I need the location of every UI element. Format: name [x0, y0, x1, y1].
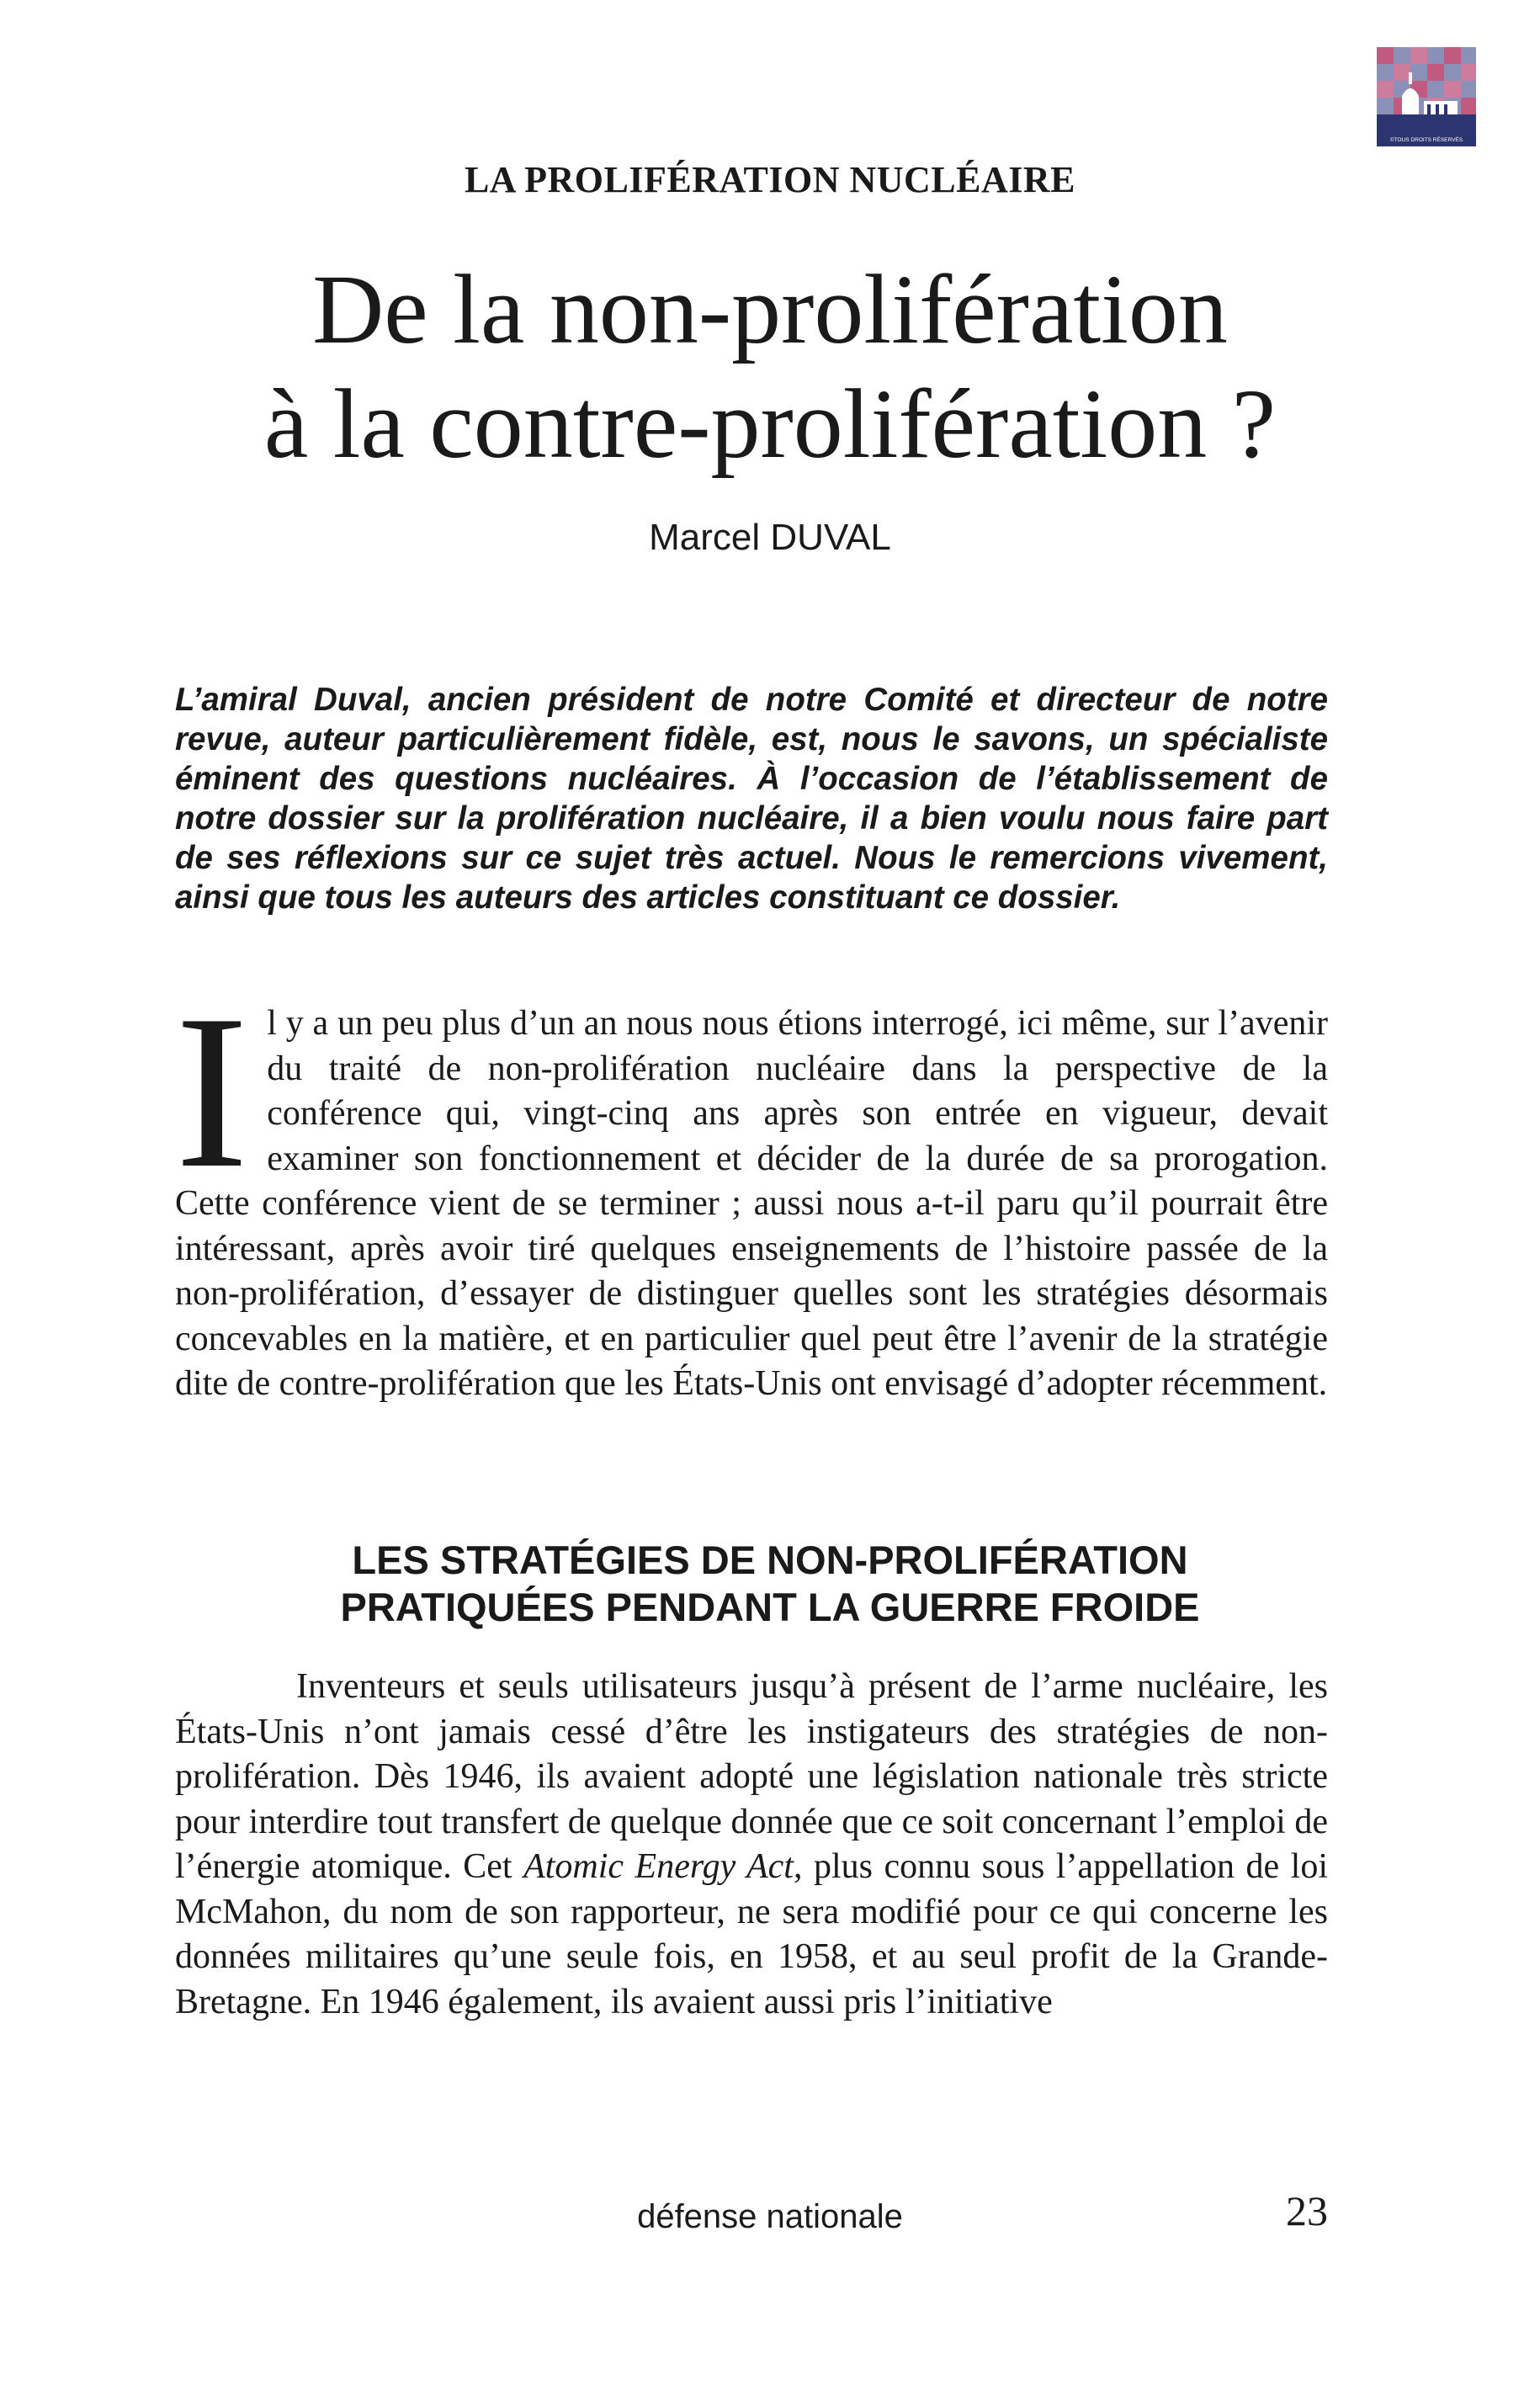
page-number: 23	[1286, 2187, 1328, 2234]
section-kicker: LA PROLIFÉRATION NUCLÉAIRE	[464, 159, 1076, 200]
body-text-part-1: Inventeurs et seuls utilisateurs jusqu’à présent de l’arme nucléaire, les États-Unis n’ont jamais cessé d’être les instigateurs des stratégies de non-prolifération. Dès 1946, ils avaient adopté une législation nationale très stricte pour interdire tout transfert de quelque donnée que ce soit concernant l’emploi de l’énergie atomique. Cet	[175, 1667, 1328, 1886]
drop-cap: I	[175, 969, 249, 1214]
footer-publication: défense nationale	[637, 2198, 903, 2235]
body-text-part-2: , plus connu sous l’appellation de loi McMahon, du nom de son rapporteur, ne sera modifié pour ce qui concerne les données militaires qu’une seule fois, en 1958, et au seul profit de la Grande-Bretagne. En 1946 également, ils avaient aussi pris l’initiative	[175, 1847, 1328, 2021]
article-chapeau: L’amiral Duval, ancien président de notre Comité et directeur de notre revue, auteur particulièrement fidèle, est, nous le savons, un spécialiste éminent des questions nucléaires. À l’occasion de l’établissement de notre dossier sur la prolifération nucléaire, il a bien voulu nous faire part de ses réflexions sur ce sujet très actuel. Nous le remercions vivement, ainsi que tous les auteurs des articles constituant ce dossier.	[175, 682, 1328, 916]
article-title	[0, 252, 1540, 481]
article-author: Marcel DUVAL	[649, 517, 891, 558]
body-italic-title: Atomic Energy Act	[523, 1847, 794, 1886]
article-title-line-1: De la non-prolifération	[312, 254, 1228, 364]
intro-paragraph	[175, 969, 1328, 1407]
article-title-line-2: à la contre-prolifération ?	[263, 369, 1277, 479]
defense-nationale-logo-icon	[1377, 47, 1476, 146]
intro-text: l y a un peu plus d’un an nous nous étions interrogé, ici même, sur l’avenir du traité de non-prolifération nucléaire dans la perspective de la conférence qui, vingt-cinq ans après son entrée en vigueur, devait examiner son fonctionnement et décider de la durée de sa prorogation. Cette conférence vient de se terminer ; aussi nous a-t-il paru qu’il pourrait être intéressant, après avoir tiré quelques enseignements de l’histoire passée de la non-prolifération, d’essayer de distinguer quelles sont les stratégies désormais concevables en la matière, et en particulier quel peut être l’avenir de la stratégie dite de contre-prolifération que les États-Unis ont envisagé d’adopter récemment.	[175, 1004, 1328, 1403]
body-paragraph	[175, 1665, 1328, 2025]
section-heading	[0, 1537, 1540, 1631]
logo-caption: ©TOUS DROITS RÉSERVÉS	[1389, 137, 1463, 143]
section-heading-line-2: PRATIQUÉES PENDANT LA GUERRE FROIDE	[340, 1585, 1200, 1629]
section-heading-line-1: LES STRATÉGIES DE NON-PROLIFÉRATION	[352, 1538, 1188, 1582]
